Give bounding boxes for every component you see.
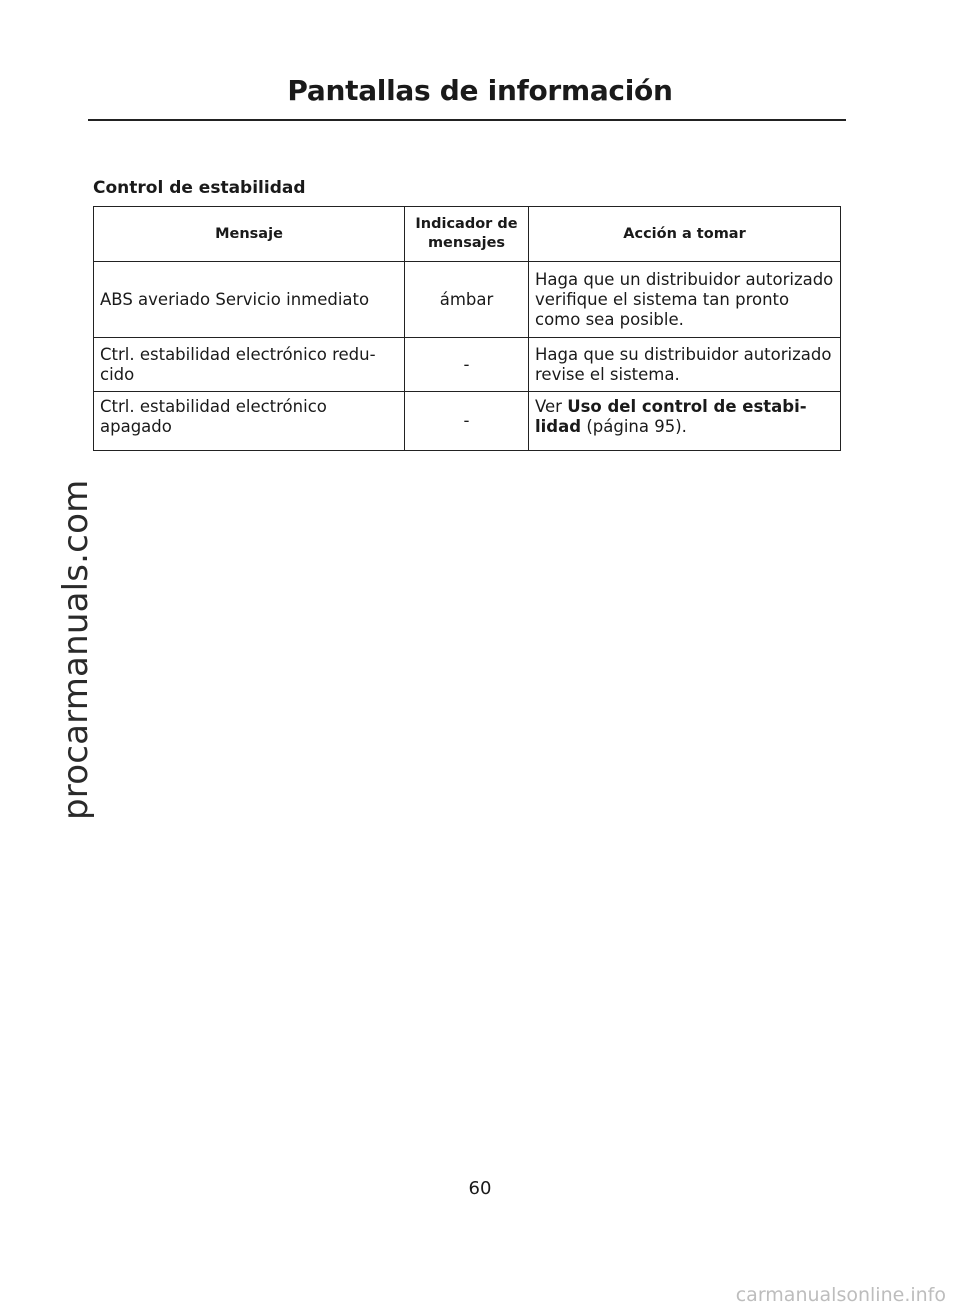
accion-prefix: Ver [535,397,568,416]
cell-indicador: - [405,392,529,451]
cell-mensaje: Ctrl. estabilidad electrónico apagado [94,392,405,451]
cell-accion [529,392,841,451]
cell-accion: Haga que un distribuidor autorizado verifique el sistema tan pronto como sea posible. [529,262,841,338]
header-indicador [405,207,529,262]
cell-mensaje: Ctrl. estabilidad electrónico redu-cido [94,338,405,392]
table-row [94,338,841,392]
header-indicador-label: Indicador de mensajes [415,216,518,251]
header-accion: Acción a tomar [529,207,841,262]
page-number: 60 [468,1178,492,1199]
header-mensaje: Mensaje [94,207,405,262]
cell-mensaje: ABS averiado Servicio inmediato [94,262,405,338]
page-title: Pantallas de información [287,74,673,107]
cross-reference-link[interactable]: Uso del control de estabi-lidad [535,397,807,436]
cell-indicador: ámbar [405,262,529,338]
title-divider [88,119,846,121]
accion-suffix: (página 95). [581,417,687,436]
cell-indicador: - [405,338,529,392]
message-table [93,206,841,451]
cell-accion: Haga que su distribuidor autorizado revise el sistema. [529,338,841,392]
footer-watermark: carmanualsonline.info [735,1284,946,1306]
table-row [94,392,841,451]
side-watermark: procarmanuals.com [56,479,96,820]
table-row [94,262,841,338]
table-header-row [94,207,841,262]
section-heading: Control de estabilidad [93,178,306,198]
